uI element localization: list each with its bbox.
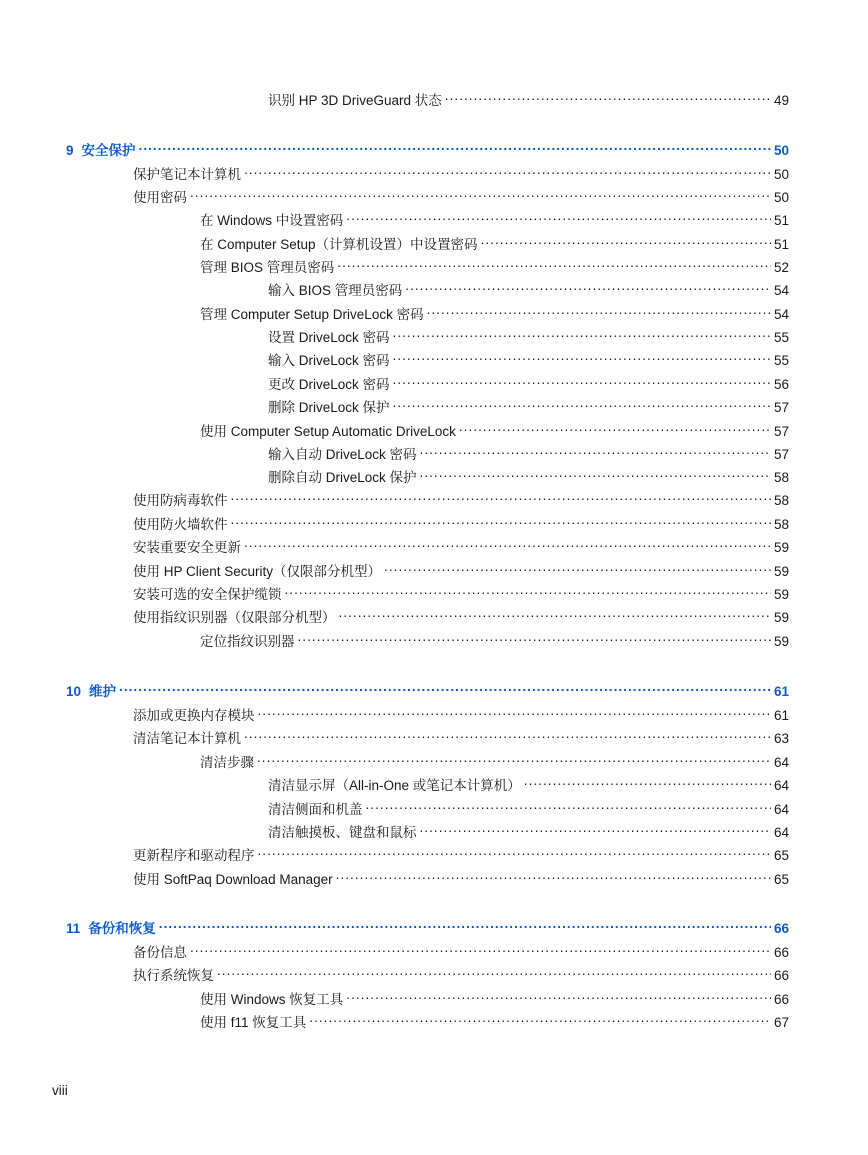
toc-entry-title: 在 Windows 中设置密码	[200, 213, 344, 228]
toc-entry[interactable]	[268, 87, 789, 108]
dot-leader	[393, 371, 771, 389]
toc-entry-page: 50	[773, 167, 789, 182]
toc-entry[interactable]	[200, 749, 789, 770]
toc-entry[interactable]	[268, 371, 789, 392]
dot-leader	[257, 749, 771, 767]
toc-entry-page: 50	[773, 190, 789, 205]
toc-entry-page: 56	[773, 377, 789, 392]
toc-entry-page: 65	[773, 872, 789, 887]
toc-entry-title: 删除 DriveLock 保护	[268, 400, 390, 415]
toc-chapter[interactable]	[66, 915, 789, 936]
toc-entry-title: 输入自动 DriveLock 密码	[268, 447, 417, 462]
dot-leader	[258, 842, 771, 860]
toc-entry[interactable]	[200, 231, 789, 252]
dot-leader	[420, 464, 771, 482]
toc-entry-title: 清洁触摸板、键盘和鼠标	[268, 825, 417, 840]
toc-entry-page: 54	[773, 283, 789, 298]
toc-entry-page: 55	[773, 353, 789, 368]
dot-leader	[459, 418, 771, 436]
dot-leader	[119, 678, 771, 696]
toc-entry-title: 定位指纹识别器	[200, 634, 295, 649]
dot-leader	[346, 207, 771, 225]
toc-entry-title: 使用指纹识别器（仅限部分机型）	[133, 610, 336, 625]
toc-entry-page: 51	[773, 213, 789, 228]
chapter-page: 61	[773, 684, 789, 699]
chapter-number: 9	[66, 143, 74, 158]
toc-entry-page: 66	[773, 945, 789, 960]
toc-chapter[interactable]	[66, 137, 789, 158]
chapter-page: 66	[773, 921, 789, 936]
dot-leader	[445, 87, 771, 105]
toc-entry-page: 64	[773, 825, 789, 840]
toc-entry-page: 52	[773, 260, 789, 275]
toc-entry-title: 使用防病毒软件	[133, 493, 228, 508]
toc-entry-title: 使用 Windows 恢复工具	[200, 992, 344, 1007]
dot-leader	[384, 558, 771, 576]
toc-entry[interactable]	[133, 558, 789, 579]
toc-entry-page: 66	[773, 968, 789, 983]
dot-leader	[336, 866, 771, 884]
dot-leader	[190, 184, 771, 202]
chapter-title: 安全保护	[81, 143, 136, 158]
dot-leader	[420, 819, 771, 837]
chapter-number: 11	[66, 921, 81, 936]
toc-entry-title: 安装重要安全更新	[133, 540, 241, 555]
toc-entry[interactable]	[200, 301, 789, 322]
dot-leader	[231, 511, 771, 529]
toc-entry[interactable]	[133, 534, 789, 555]
toc-entry[interactable]	[200, 986, 789, 1007]
dot-leader	[244, 725, 771, 743]
toc-entry-title: 输入 DriveLock 密码	[268, 353, 390, 368]
dot-leader	[190, 939, 771, 957]
toc-entry[interactable]	[133, 511, 789, 532]
toc-entry-page: 63	[773, 731, 789, 746]
toc-entry-title: 使用 f11 恢复工具	[200, 1015, 307, 1030]
toc-entry[interactable]	[133, 866, 789, 887]
toc-entry[interactable]	[268, 277, 789, 298]
toc-entry-title: 设置 DriveLock 密码	[268, 330, 390, 345]
toc-entry-page: 64	[773, 755, 789, 770]
toc-entry-title: 清洁侧面和机盖	[268, 802, 363, 817]
toc-entry-title: 添加或更换内存模块	[133, 708, 255, 723]
dot-leader	[337, 254, 771, 272]
toc-entry-page: 64	[773, 802, 789, 817]
toc-entry-title: 管理 BIOS 管理员密码	[200, 260, 335, 275]
toc-entry-title: 安装可选的安全保护缆锁	[133, 587, 282, 602]
toc-entry[interactable]	[268, 394, 789, 415]
dot-leader	[405, 277, 771, 295]
dot-leader	[244, 161, 771, 179]
toc-entry-page: 57	[773, 447, 789, 462]
dot-leader	[393, 324, 771, 342]
toc-entry-page: 67	[773, 1015, 789, 1030]
dot-leader	[393, 394, 771, 412]
dot-leader	[427, 301, 771, 319]
toc-entry[interactable]	[268, 347, 789, 368]
toc-entry[interactable]	[133, 962, 789, 983]
toc-entry-page: 54	[773, 307, 789, 322]
toc-entry[interactable]	[200, 207, 789, 228]
toc-entry-title: 更新程序和驱动程序	[133, 848, 255, 863]
toc-entry-page: 58	[773, 470, 789, 485]
toc-entry-title: 备份信息	[133, 945, 187, 960]
toc-entry-title: 清洁步骤	[200, 755, 254, 770]
toc-entry-page: 51	[773, 237, 789, 252]
toc-entry-page: 49	[773, 93, 789, 108]
toc-entry[interactable]	[200, 628, 789, 649]
chapter-page: 50	[773, 143, 789, 158]
toc-entry-page: 59	[773, 587, 789, 602]
toc-chapter[interactable]	[66, 678, 789, 699]
toc-entry-page: 59	[773, 564, 789, 579]
toc-entry[interactable]	[268, 464, 789, 485]
toc-entry[interactable]	[268, 441, 789, 462]
toc-entry-title: 清洁显示屏（All-in-One 或笔记本计算机）	[268, 778, 521, 793]
toc-entry-page: 61	[773, 708, 789, 723]
toc-entry[interactable]	[200, 254, 789, 275]
toc-entry-page: 57	[773, 400, 789, 415]
toc-entry[interactable]	[133, 725, 789, 746]
toc-entry[interactable]	[133, 842, 789, 863]
toc-entry-title: 使用防火墙软件	[133, 517, 228, 532]
toc-entry[interactable]	[268, 772, 789, 793]
toc-entry-title: 使用 Computer Setup Automatic DriveLock	[200, 424, 456, 439]
toc-entry-page: 59	[773, 634, 789, 649]
toc-entry-title: 识别 HP 3D DriveGuard 状态	[268, 93, 442, 108]
toc-entry-page: 58	[773, 517, 789, 532]
toc-entry[interactable]	[268, 324, 789, 345]
dot-leader	[159, 915, 771, 933]
toc-entry-page: 57	[773, 424, 789, 439]
dot-leader	[481, 231, 771, 249]
chapter-title: 备份和恢复	[88, 921, 156, 936]
chapter-number: 10	[66, 684, 82, 699]
toc-entry[interactable]	[133, 939, 789, 960]
toc-entry-title: 更改 DriveLock 密码	[268, 377, 390, 392]
toc-entry-title: 保护笔记本计算机	[133, 167, 241, 182]
toc-entry-page: 66	[773, 992, 789, 1007]
dot-leader	[231, 487, 771, 505]
dot-leader	[298, 628, 771, 646]
toc-entry[interactable]	[133, 184, 789, 205]
dot-leader	[346, 986, 771, 1004]
dot-leader	[420, 441, 771, 459]
toc-entry-page: 55	[773, 330, 789, 345]
dot-leader	[217, 962, 771, 980]
toc-entry[interactable]	[133, 161, 789, 182]
toc-entry-title: 清洁笔记本计算机	[133, 731, 241, 746]
page-number: viii	[52, 1083, 68, 1098]
toc-entry-title: 执行系统恢复	[133, 968, 214, 983]
dot-leader	[139, 137, 771, 155]
dot-leader	[393, 347, 771, 365]
dot-leader	[244, 534, 771, 552]
dot-leader	[366, 796, 771, 814]
dot-leader	[339, 604, 771, 622]
toc-entry-title: 使用 SoftPaq Download Manager	[133, 872, 333, 887]
toc-entry[interactable]	[133, 581, 789, 602]
toc-entry[interactable]	[133, 604, 789, 625]
chapter-title: 维护	[89, 684, 117, 699]
toc-entry-page: 59	[773, 540, 789, 555]
toc-entry-page: 59	[773, 610, 789, 625]
toc-entry[interactable]	[133, 702, 789, 723]
toc-entry[interactable]	[268, 796, 789, 817]
toc-entry-page: 65	[773, 848, 789, 863]
toc-entry-title: 管理 Computer Setup DriveLock 密码	[200, 307, 424, 322]
dot-leader	[524, 772, 771, 790]
toc-entry[interactable]	[133, 487, 789, 508]
dot-leader	[285, 581, 771, 599]
toc-entry-title: 删除自动 DriveLock 保护	[268, 470, 417, 485]
toc-entry[interactable]	[200, 418, 789, 439]
dot-leader	[309, 1009, 771, 1027]
toc-entry[interactable]	[200, 1009, 789, 1030]
toc-entry-page: 58	[773, 493, 789, 508]
toc-entry-title: 输入 BIOS 管理员密码	[268, 283, 403, 298]
toc-entry-page: 64	[773, 778, 789, 793]
toc-entry-title: 使用 HP Client Security（仅限部分机型）	[133, 564, 382, 579]
toc-entry-title: 在 Computer Setup（计算机设置）中设置密码	[200, 237, 478, 252]
toc-entry[interactable]	[268, 819, 789, 840]
toc-entry-title: 使用密码	[133, 190, 187, 205]
dot-leader	[258, 702, 771, 720]
